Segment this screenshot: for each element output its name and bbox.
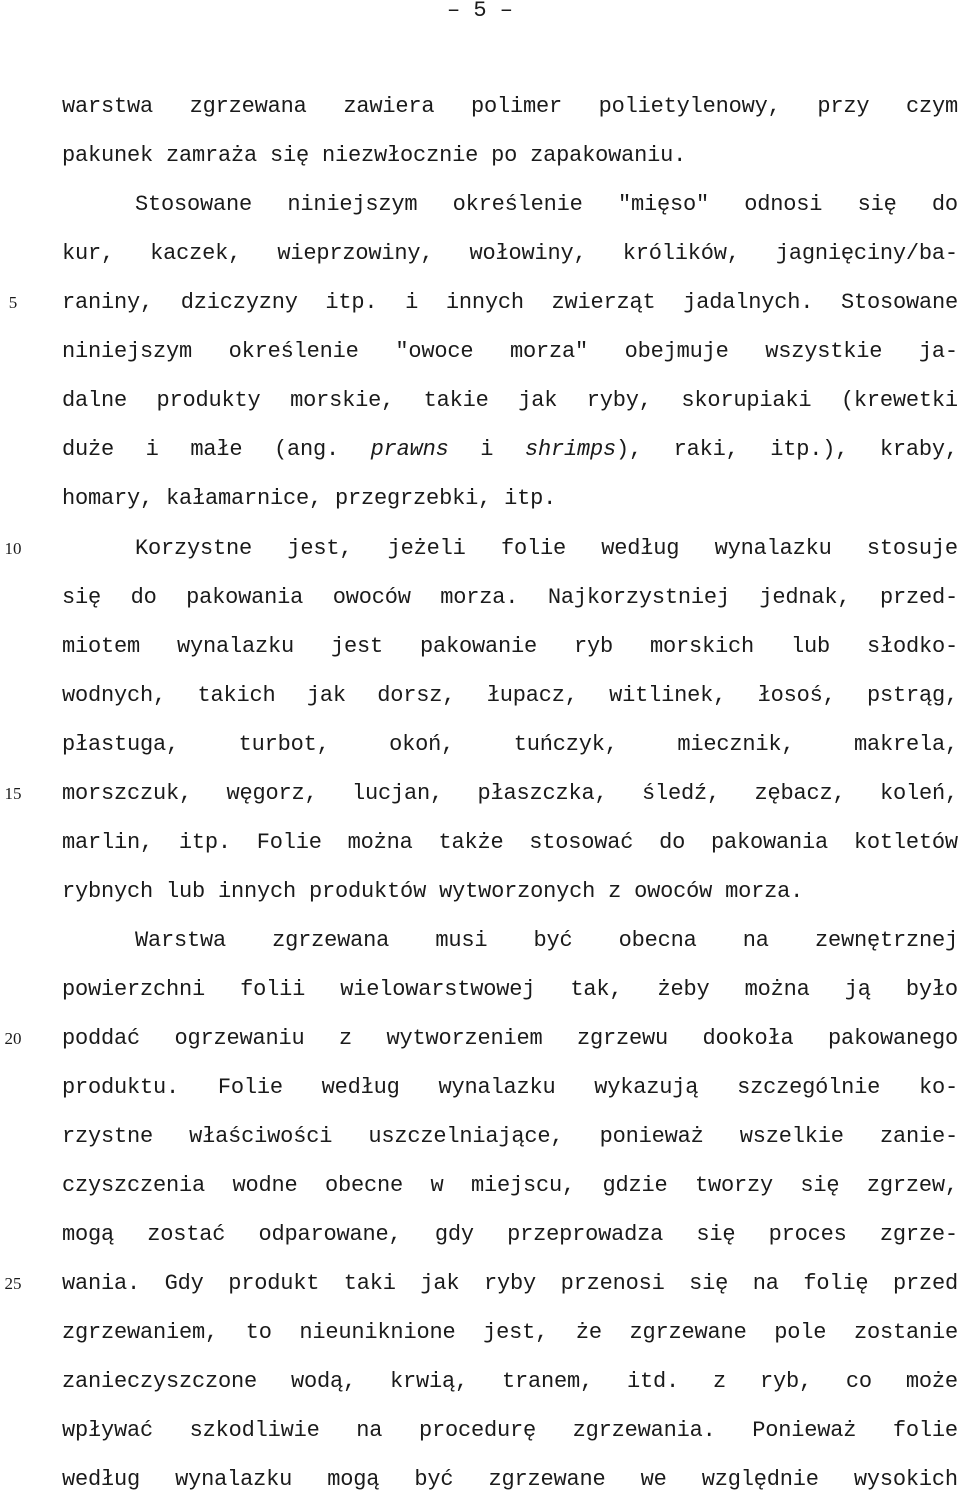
word: przy xyxy=(817,94,870,119)
word: wania. xyxy=(62,1271,141,1296)
word: określenie xyxy=(228,339,359,364)
word: lucjan, xyxy=(351,781,443,806)
word: po xyxy=(491,143,518,168)
word: zgrzewu xyxy=(576,1026,668,1051)
word: obecne xyxy=(324,1173,403,1198)
word: zębacz, xyxy=(754,781,846,806)
word: zgrzew, xyxy=(866,1173,958,1198)
word: raki, xyxy=(673,437,739,462)
word: uszczelniające, xyxy=(368,1124,564,1149)
word: do xyxy=(659,830,686,855)
text-line xyxy=(62,386,958,416)
text-line xyxy=(62,1318,958,1348)
word: niniejszym xyxy=(62,339,193,364)
word: szkodliwie xyxy=(189,1418,320,1443)
word: jak xyxy=(420,1271,460,1296)
text-line xyxy=(62,1171,958,1201)
word: wynalazku xyxy=(438,1075,556,1100)
word: obejmuje xyxy=(624,339,729,364)
text-line xyxy=(62,681,958,711)
word: kotletów xyxy=(853,830,958,855)
word: kraby, xyxy=(879,437,958,462)
text-line xyxy=(62,1073,958,1103)
word: rzystne xyxy=(62,1124,154,1149)
text-line xyxy=(62,1024,958,1054)
word: folie xyxy=(892,1418,958,1443)
word: Folie xyxy=(217,1075,283,1100)
word: Warstwa xyxy=(135,928,227,953)
word: Stosowane xyxy=(135,192,253,217)
word: zostać xyxy=(147,1222,226,1247)
word: pstrąg, xyxy=(866,683,958,708)
word: kałamarnice, xyxy=(166,486,323,511)
word: dziczyzny xyxy=(180,290,298,315)
word: obecna xyxy=(618,928,697,953)
word: przeprowadza xyxy=(507,1222,664,1247)
word: wytworzeniem xyxy=(386,1026,543,1051)
word: zgrzewania. xyxy=(572,1418,716,1443)
word: taki xyxy=(343,1271,396,1296)
word: względnie xyxy=(701,1467,819,1492)
word: itp.), xyxy=(770,437,849,462)
word: odnosi xyxy=(744,192,823,217)
word: pakowania xyxy=(186,585,304,610)
word: na xyxy=(356,1418,383,1443)
word: według xyxy=(62,1467,141,1492)
word: dalne xyxy=(62,388,128,413)
word: polimer xyxy=(470,94,562,119)
word: co xyxy=(845,1369,872,1394)
text-line xyxy=(62,1367,958,1397)
word: stosować xyxy=(529,830,634,855)
word: szczególnie xyxy=(737,1075,881,1100)
word: czym xyxy=(905,94,958,119)
word: zwierząt xyxy=(551,290,656,315)
word: że xyxy=(575,1320,602,1345)
text-line xyxy=(62,337,958,367)
word: do xyxy=(130,585,157,610)
word: poddać xyxy=(62,1026,141,1051)
word: jednak, xyxy=(759,585,851,610)
word: Folie xyxy=(256,830,322,855)
word: pakunek xyxy=(62,143,154,168)
word: produkt xyxy=(228,1271,320,1296)
word: folii xyxy=(240,977,306,1002)
word: kur, xyxy=(62,241,115,266)
word: innych xyxy=(445,290,524,315)
word: jak xyxy=(306,683,346,708)
word: zapakowaniu. xyxy=(530,143,687,168)
word: jest, xyxy=(287,536,353,561)
word: powierzchni xyxy=(62,977,206,1002)
word: zamraża xyxy=(166,143,258,168)
word: "mięso" xyxy=(617,192,709,217)
word: zanieczyszczone xyxy=(62,1369,258,1394)
word: było xyxy=(905,977,958,1002)
word: folię xyxy=(803,1271,869,1296)
word: Gdy xyxy=(164,1271,204,1296)
word: wynalazku xyxy=(176,634,295,659)
word: się xyxy=(689,1271,729,1296)
text-line xyxy=(62,92,958,122)
word: się xyxy=(857,192,897,217)
word: małe xyxy=(190,437,243,462)
word: marlin, xyxy=(62,830,154,855)
text-line xyxy=(135,190,958,220)
word: musi xyxy=(435,928,488,953)
word: królików, xyxy=(622,241,740,266)
word: ko- xyxy=(918,1075,958,1100)
word: tak, xyxy=(570,977,623,1002)
word: duże xyxy=(62,437,115,462)
word: się xyxy=(270,143,310,168)
word: wodnych, xyxy=(62,683,167,708)
page-number: – 5 – xyxy=(446,0,513,23)
word: niezwłocznie xyxy=(322,143,479,168)
word: gdzie xyxy=(602,1173,668,1198)
word: przed xyxy=(892,1271,958,1296)
word: Najkorzystniej xyxy=(547,585,730,610)
word: owoców xyxy=(634,879,713,904)
word: przed- xyxy=(879,585,958,610)
word: itp. xyxy=(325,290,378,315)
word: shrimps), xyxy=(524,437,642,462)
word: wielowarstwowej xyxy=(340,977,536,1002)
text-line xyxy=(62,239,958,269)
word: stosuje xyxy=(866,536,958,561)
text-line xyxy=(62,828,958,858)
text-line xyxy=(135,534,958,564)
word: się xyxy=(696,1222,736,1247)
word: we xyxy=(640,1467,667,1492)
word: koleń, xyxy=(879,781,958,806)
word: zgrze- xyxy=(879,1222,958,1247)
word: folie xyxy=(500,536,566,561)
word: produktów xyxy=(309,879,427,904)
word: wszystkie xyxy=(765,339,883,364)
word: pole xyxy=(774,1320,827,1345)
word: zgrzewana xyxy=(272,928,390,953)
word: ogrzewaniu xyxy=(174,1026,305,1051)
word: zewnętrznej xyxy=(814,928,958,953)
word: (ang. xyxy=(273,437,339,462)
word: zostanie xyxy=(853,1320,958,1345)
text-line xyxy=(62,1220,958,1250)
word: itp. xyxy=(178,830,231,855)
word: proces xyxy=(768,1222,847,1247)
word: do xyxy=(931,192,958,217)
margin-line-number-15: 15 xyxy=(4,784,22,803)
word: z xyxy=(338,1026,352,1051)
word: skorupiaki xyxy=(681,388,812,413)
word: wykazują xyxy=(594,1075,699,1100)
word: dookoła xyxy=(702,1026,794,1051)
word: jeżeli xyxy=(387,536,466,561)
word: zanie- xyxy=(879,1124,958,1149)
word: innych xyxy=(218,879,297,904)
text-line xyxy=(62,632,958,662)
word: i xyxy=(405,290,419,315)
word: rybnych xyxy=(62,879,154,904)
word: zawiera xyxy=(343,94,435,119)
word: określenie xyxy=(452,192,583,217)
word: w xyxy=(430,1173,444,1198)
word: jest, xyxy=(483,1320,549,1345)
word: tuńczyk, xyxy=(513,732,618,757)
word: na xyxy=(752,1271,779,1296)
word: przegrzebki, xyxy=(335,486,492,511)
text-line xyxy=(62,1122,958,1152)
word: nieuniknione xyxy=(299,1320,456,1345)
word: zgrzewana xyxy=(189,94,307,119)
word: procedurę xyxy=(418,1418,536,1443)
word: ryb, xyxy=(759,1369,812,1394)
word: na xyxy=(742,928,769,953)
word: mogą xyxy=(62,1222,115,1247)
word: z xyxy=(608,879,622,904)
word: pakowania xyxy=(711,830,829,855)
word: produktu. xyxy=(62,1075,180,1100)
margin-line-number-10: 10 xyxy=(4,539,22,558)
word: turbot, xyxy=(238,732,330,757)
word: mogą xyxy=(327,1467,380,1492)
word: się xyxy=(800,1173,840,1198)
word: itp. xyxy=(504,486,557,511)
word: lub xyxy=(790,634,830,659)
word: jadalnych. xyxy=(683,290,814,315)
word: się xyxy=(62,585,102,610)
word: krwią, xyxy=(390,1369,469,1394)
word: morza" xyxy=(509,339,588,364)
word: wieprzowiny, xyxy=(277,241,434,266)
word: dorsz, xyxy=(377,683,456,708)
word: prawns xyxy=(370,437,449,462)
text-line xyxy=(62,1416,958,1446)
word: wytworzonych xyxy=(439,879,596,904)
text-line xyxy=(62,730,958,760)
text-line xyxy=(62,779,958,809)
text-line xyxy=(62,583,958,613)
word: śledź, xyxy=(641,781,720,806)
word: wołowiny, xyxy=(469,241,587,266)
word: zgrzewane xyxy=(488,1467,606,1492)
word: jak xyxy=(518,388,558,413)
word: zgrzewane xyxy=(629,1320,747,1345)
margin-line-number-25: 25 xyxy=(4,1274,22,1293)
word: być xyxy=(414,1467,454,1492)
word: także xyxy=(438,830,504,855)
word: być xyxy=(533,928,573,953)
word: jest xyxy=(330,634,383,659)
word: właściwości xyxy=(189,1124,333,1149)
word: ponieważ xyxy=(599,1124,704,1149)
word: tranem, xyxy=(501,1369,593,1394)
word: (krewetki xyxy=(840,388,958,413)
word: to xyxy=(245,1320,272,1345)
margin-line-number-5: 5 xyxy=(8,293,18,312)
word: itd. xyxy=(626,1369,679,1394)
word: wysokich xyxy=(853,1467,958,1492)
word: płaszczka, xyxy=(477,781,608,806)
word: według xyxy=(321,1075,400,1100)
word: wodne xyxy=(232,1173,298,1198)
word: ryb xyxy=(573,634,613,659)
word: kaczek, xyxy=(150,241,242,266)
word: i xyxy=(480,437,494,462)
word: polietylenowy, xyxy=(598,94,781,119)
text-line xyxy=(62,1465,958,1495)
word: morskich xyxy=(649,634,754,659)
margin-line-number-20: 20 xyxy=(4,1029,22,1048)
word: wszelkie xyxy=(739,1124,844,1149)
word: żeby xyxy=(657,977,710,1002)
word: niniejszym xyxy=(287,192,418,217)
word: pakowanego xyxy=(827,1026,958,1051)
word: lub xyxy=(166,879,206,904)
word: Ponieważ xyxy=(752,1418,857,1443)
word: wynalazku xyxy=(714,536,832,561)
word: "owoce xyxy=(395,339,474,364)
word: czyszczenia xyxy=(62,1173,206,1198)
word: gdy xyxy=(434,1222,474,1247)
word: witlinek, xyxy=(609,683,727,708)
word: łupacz, xyxy=(486,683,578,708)
word: słodko- xyxy=(866,634,958,659)
text-line xyxy=(62,1269,958,1299)
word: miejscu, xyxy=(470,1173,575,1198)
word: okoń, xyxy=(389,732,455,757)
text-line xyxy=(62,435,958,465)
word: można xyxy=(744,977,810,1002)
word: według xyxy=(601,536,680,561)
word: takie xyxy=(423,388,489,413)
word: i xyxy=(145,437,159,462)
word: miotem xyxy=(62,634,141,659)
word: odparowane, xyxy=(258,1222,402,1247)
word: wynalazku xyxy=(175,1467,293,1492)
word: owoców xyxy=(332,585,411,610)
text-line xyxy=(62,975,958,1005)
word: można xyxy=(347,830,413,855)
word: z xyxy=(712,1369,726,1394)
word: wpływać xyxy=(62,1418,154,1443)
text-line xyxy=(135,926,958,956)
word: zgrzewaniem, xyxy=(62,1320,219,1345)
word: przenosi xyxy=(560,1271,665,1296)
word: makrela, xyxy=(853,732,958,757)
text-line xyxy=(62,141,958,171)
word: ryby, xyxy=(586,388,652,413)
word: miecznik, xyxy=(677,732,795,757)
text-line xyxy=(62,288,958,318)
word: morza. xyxy=(725,879,804,904)
word: ją xyxy=(844,977,871,1002)
word: pakowanie xyxy=(419,634,537,659)
word: Korzystne xyxy=(135,536,253,561)
word: raniny, xyxy=(62,290,154,315)
word: produkty xyxy=(156,388,261,413)
text-line xyxy=(62,484,958,514)
word: Stosowane xyxy=(840,290,958,315)
word: morszczuk, xyxy=(62,781,193,806)
word: węgorz, xyxy=(226,781,318,806)
word: wodą, xyxy=(291,1369,357,1394)
word: morza. xyxy=(440,585,519,610)
word: tworzy xyxy=(694,1173,773,1198)
word: może xyxy=(905,1369,958,1394)
word: morskie, xyxy=(290,388,395,413)
word: warstwa xyxy=(62,94,154,119)
word: jagnięciny/ba- xyxy=(775,241,958,266)
word: homary, xyxy=(62,486,154,511)
word: łosoś, xyxy=(757,683,836,708)
word: takich xyxy=(197,683,276,708)
text-line xyxy=(62,877,958,907)
word: ja- xyxy=(918,339,958,364)
word: ryby xyxy=(483,1271,536,1296)
word: płastuga, xyxy=(62,732,180,757)
